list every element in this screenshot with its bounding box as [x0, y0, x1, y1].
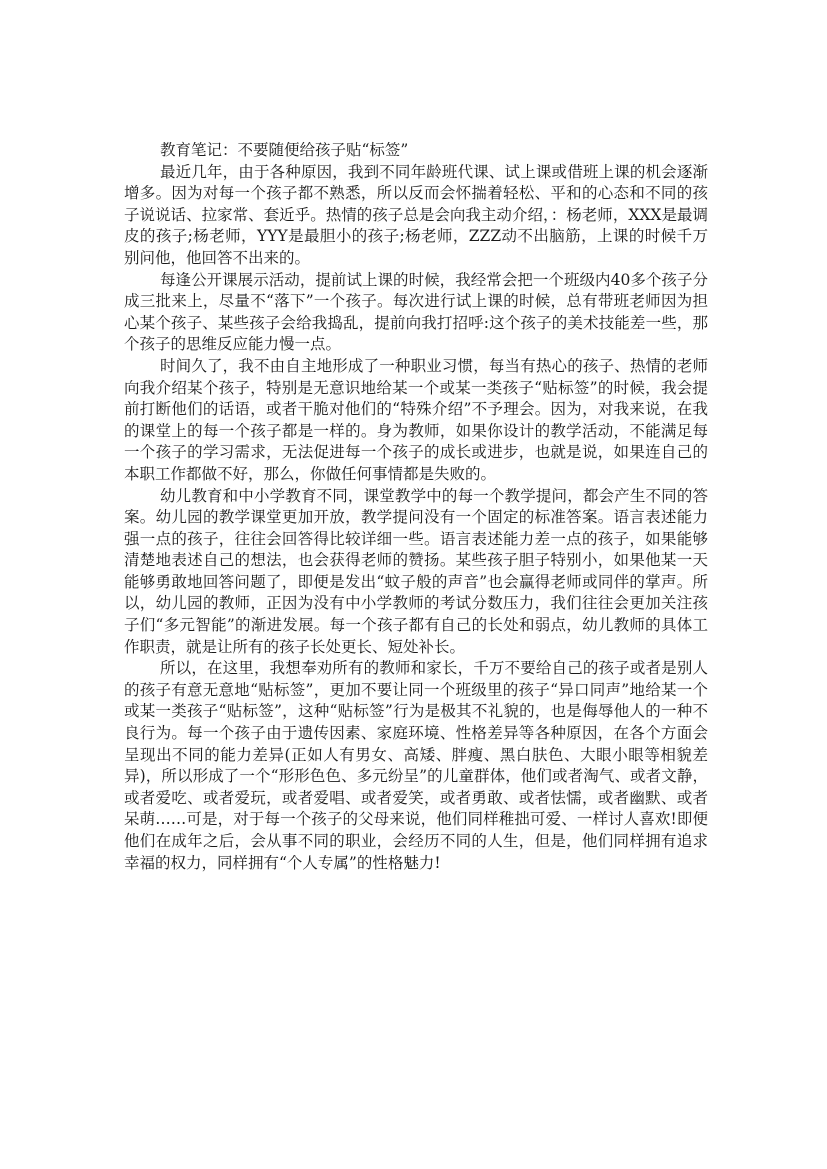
paragraph-4: 幼儿教育和中小学教育不同，课堂教学中的每一个教学提问，都会产生不同的答案。幼儿园的教学课堂更加开放，教学提问没有一个固定的标准答案。语言表述能力强一点的孩子，往往会回答得比较详细一些。语言表述能力差一点的孩子，如果能够清楚地表述自己的想法，也会获得老师的赞扬。某些孩子胆子特别小，如果他某一天能够勇敢地回答问题了，即便是发出“蚊子般的声音”也会赢得老师或同伴的掌声。所以，幼儿园的教师，正因为没有中小学教师的考试分数压力，我们往往会更加关注孩子们“多元智能”的渐进发展。每一个孩子都有自己的长处和弱点，幼儿教师的具体工作职责，就是让所有的孩子长处更长、短处补长。 — [124, 486, 708, 656]
paragraph-2: 每逢公开课展示活动，提前试上课的时候，我经常会把一个班级内40多个孩子分成三批来上，尽量不“落下”一个孩子。每次进行试上课的时候，总有带班老师因为担心某个孩子、某些孩子会给我捣乱，提前向我打招呼:这个孩子的美术技能差一些，那个孩子的思维反应能力慢一点。 — [124, 270, 708, 354]
paragraph-5: 所以，在这里，我想奉劝所有的教师和家长，千万不要给自己的孩子或者是别人的孩子有意无意地“贴标签”，更加不要让同一个班级里的孩子“异口同声”地给某一个或某一类孩子“贴标签”，这种“贴标签”行为是极其不礼貌的，也是侮辱他人的一种不良行为。每一个孩子由于遗传因素、家庭环境、性格差异等各种原因，在各个方面会呈现出不同的能力差异(正如人有男女、高矮、胖瘦、黑白肤色、大眼小眼等相貌差异)，所以形成了一个“形形色色、多元纷呈”的儿童群体，他们或者淘气、或者文静，或者爱吃、或者爱玩，或者爱唱、或者爱笑，或者勇敢、或者怯懦，或者幽默、或者呆萌……可是，对于每一个孩子的父母来说，他们同样稚拙可爱、一样讨人喜欢!即便他们在成年之后，会从事不同的职业，会经历不同的人生，但是，他们同样拥有追求幸福的权力，同样拥有“个人专属”的性格魅力! — [124, 659, 708, 872]
document-body — [124, 140, 708, 874]
document-title: 教育笔记：不要随便给孩子贴“标签” — [160, 141, 409, 159]
paragraph-3: 时间久了，我不由自主地形成了一种职业习惯，每当有热心的孩子、热情的老师向我介绍某个孩子，特别是无意识地给某一个或某一类孩子“贴标签”的时候，我会提前打断他们的话语，或者干脆对他们的“特殊介绍”不予理会。因为，对我来说，在我的课堂上的每一个孩子都是一样的。身为教师，如果你设计的教学活动，不能满足每一个孩子的学习需求，无法促进每一个孩子的成长或进步，也就是说，如果连自己的本职工作都做不好，那么，你做任何事情都是失败的。 — [124, 356, 708, 483]
paragraph-1: 最近几年，由于各种原因，我到不同年龄班代课、试上课或借班上课的机会逐渐增多。因为对每一个孩子都不熟悉，所以反而会怀揣着轻松、平和的心态和不同的孩子说说话、拉家常、套近乎。热情的孩子总是会向我主动介绍，：杨老师，XXX是最调皮的孩子;杨老师，YYY是最胆小的孩子;杨老师，ZZZ动不出脑筋，上课的时候千万别问他，他回答不出来的。 — [124, 162, 708, 267]
